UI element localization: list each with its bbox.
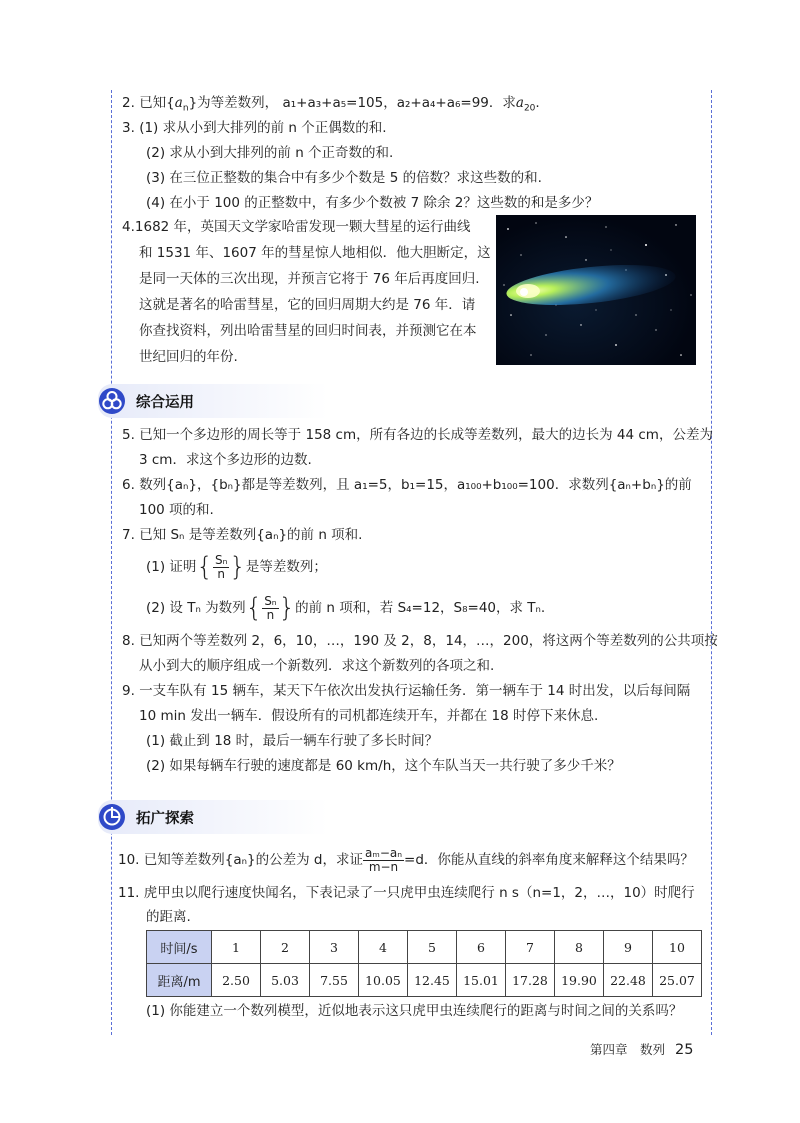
table-header-distance: 距离/m: [147, 964, 212, 997]
left-dashed-margin: [111, 90, 112, 1035]
question-4-line-3: 是同一天体的三次出现，并预言它将于 76 年后再度回归.: [139, 271, 480, 287]
table-cell: 10: [653, 931, 702, 964]
question-5-line-2: 3 cm．求这个多边形的边数.: [139, 452, 312, 468]
question-3-item-4: (4) 在小于 100 的正整数中，有多少个数被 7 除余 2？这些数的和是多少？: [146, 195, 599, 211]
table-row-time: [147, 931, 702, 964]
table-cell: 7.55: [310, 964, 359, 997]
right-dashed-margin: [711, 90, 712, 1035]
question-9-line-1: 9. 一支车队有 15 辆车，某天下午依次出发执行运输任务．第一辆车于 14 时出发，以后每间隔: [122, 683, 691, 699]
question-8-line-2: 从小到大的顺序组成一个新数列．求这个新数列的各项之和.: [139, 658, 495, 674]
page-number: 25: [675, 1042, 694, 1058]
beetle-distance-table: [146, 930, 702, 997]
question-7-intro: 7. 已知 Sₙ 是等差数列{aₙ}的前 n 项和.: [122, 527, 363, 543]
question-11-line-1: 11. 虎甲虫以爬行速度快闻名，下表记录了一只虎甲虫连续爬行 n s（n=1，2，…，10）时爬行: [118, 885, 695, 901]
question-9-part-1: (1) 截止到 18 时，最后一辆车行驶了多长时间？: [146, 733, 439, 749]
table-cell: 6: [457, 931, 506, 964]
question-2: 2. 已知$\{a_n\}$为等差数列， a₁+a₃+a₅=105，a₂+a₄+a₆=99．求$a_{20}$.: [122, 95, 540, 114]
table-cell: 3: [310, 931, 359, 964]
question-10: 10. 已知等差数列{aₙ}的公差为 d，求证 $\frac{\text{aₘ−aₙ}}{m-n}$ =d．你能从直线的斜率角度来解释这个结果吗？: [118, 845, 694, 874]
question-11-part-1: (1) 你能建立一个数列模型，近似地表示这只虎甲虫连续爬行的距离与时间之间的关系吗？: [146, 1003, 683, 1019]
question-6-line-2: 100 项的和.: [139, 502, 214, 518]
table-header-time: 时间/s: [147, 931, 212, 964]
question-3-item-2: (2) 求从小到大排列的前 n 个正奇数的和.: [146, 145, 394, 161]
page-footer: [590, 1040, 693, 1058]
table-cell: 8: [555, 931, 604, 964]
section-header-extension: [98, 800, 328, 834]
question-4-line-1: 4.1682 年，英国天文学家哈雷发现一颗大彗星的运行曲线: [122, 219, 471, 235]
table-cell: 2.50: [212, 964, 261, 997]
chapter-label: 第四章 数列: [590, 1042, 666, 1057]
table-cell: 17.28: [506, 964, 555, 997]
table-cell: 5: [408, 931, 457, 964]
table-cell: 9: [604, 931, 653, 964]
question-7-part-2: (2) 设 Tₙ 为数列{ $\frac{\text{Sₙ}}{n}$ }的前 n 项和，若 S₄=12，S₈=40，求 Tₙ.: [146, 593, 546, 623]
table-cell: 22.48: [604, 964, 653, 997]
fraction-sn-over-n-2: $\frac{\text{Sₙ}}{n}$: [264, 593, 277, 622]
section-title: 拓广探索: [136, 810, 194, 827]
question-7-part-1: (1) 证明{ $\frac{\text{Sₙ}}{n}$ }是等差数列；: [146, 552, 327, 582]
table-row-distance: [147, 964, 702, 997]
section-header-comprehensive: [98, 384, 328, 418]
fraction-slope: $\frac{\text{aₘ−aₙ}}{m-n}$: [364, 845, 403, 874]
table-cell: 12.45: [408, 964, 457, 997]
table-cell: 19.90: [555, 964, 604, 997]
table-cell: 7: [506, 931, 555, 964]
question-8-line-1: 8. 已知两个等差数列 2，6，10，…，190 及 2，8，14，…，200，将这两个等差数列的公共项按: [122, 633, 718, 649]
compass-section-icon: [98, 803, 126, 831]
table-cell: 4: [359, 931, 408, 964]
table-cell: 10.05: [359, 964, 408, 997]
question-9-part-2: (2) 如果每辆车行驶的速度都是 60 km/h，这个车队当天一共行驶了多少千米？: [146, 758, 621, 774]
table-cell: 1: [212, 931, 261, 964]
question-4-line-5: 你查找资料，列出哈雷彗星的回归时间表，并预测它在本: [139, 323, 477, 339]
fraction-sn-over-n: $\frac{\text{Sₙ}}{n}$: [214, 552, 228, 581]
question-4-line-2: 和 1531 年、1607 年的彗星惊人地相似．他大胆断定，这: [139, 245, 491, 261]
question-11-line-2: 的距离.: [146, 909, 191, 925]
question-3-item-3: (3) 在三位正整数的集合中有多少个数是 5 的倍数？求这些数的和.: [146, 170, 542, 186]
question-4-line-4: 这就是著名的哈雷彗星，它的回归周期大约是 76 年．请: [139, 297, 476, 313]
question-6-line-1: 6. 数列{aₙ}，{bₙ}都是等差数列，且 a₁=5，b₁=15，a₁₀₀+b₁₀₀=100．求数列{aₙ+bₙ}的前: [122, 477, 692, 493]
table-cell: 25.07: [653, 964, 702, 997]
halley-comet-photo: [496, 215, 696, 365]
question-5-line-1: 5. 已知一个多边形的周长等于 158 cm，所有各边的长成等差数列，最大的边长为 44 cm，公差为: [122, 427, 713, 443]
section-title: 综合运用: [136, 394, 194, 411]
table-cell: 15.01: [457, 964, 506, 997]
question-9-line-2: 10 min 发出一辆车．假设所有的司机都连续开车，并都在 18 时停下来休息.: [139, 708, 599, 724]
question-4-line-6: 世纪回归的年份.: [139, 349, 238, 365]
question-3-item-1: 3. (1) 求从小到大排列的前 n 个正偶数的和.: [122, 120, 387, 136]
table-cell: 5.03: [261, 964, 310, 997]
trefoil-section-icon: [98, 387, 126, 415]
table-cell: 2: [261, 931, 310, 964]
